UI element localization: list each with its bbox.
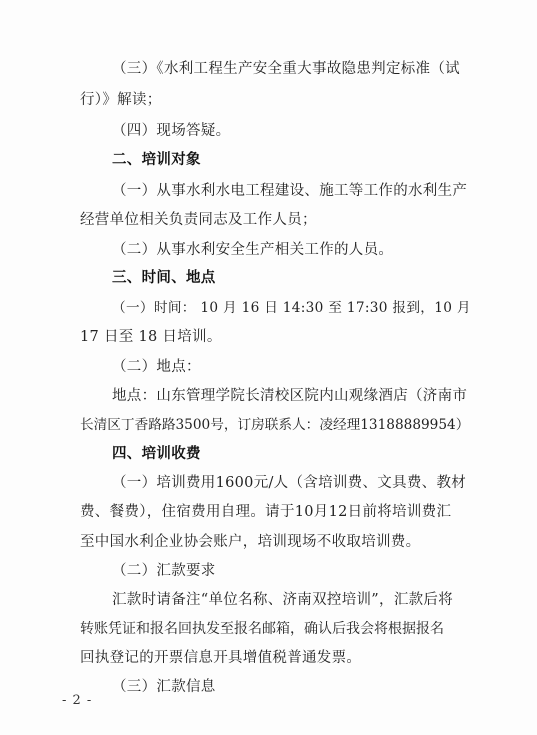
body-text-line: （一）从事水利水电工程建设、施工等工作的水利生产 <box>112 183 468 199</box>
section-heading-audience: 二、培训对象 <box>112 152 201 168</box>
body-text-line: 回执登记的开票信息开具增值税普通发票。 <box>80 650 362 666</box>
body-text-line: 经营单位相关负责同志及工作人员； <box>80 212 317 228</box>
body-text-line: （三）汇款信息 <box>112 679 216 695</box>
body-text-line: 行）》解读； <box>80 92 162 108</box>
body-text-line: （三）《水利工程生产安全重大事故隐患判定标准（试 <box>112 61 460 77</box>
body-text-line: 17 日至 18 日培训。 <box>80 329 222 345</box>
body-text-line: 汇款时请备注“单位名称、济南双控培训”，汇款后将 <box>112 592 454 608</box>
body-text-line: （一）时间： 10 月 16 日 14:30 至 17:30 报到，10 月 <box>112 300 471 316</box>
body-text-line: 转账凭证和报名回执发至报名邮箱，确认后我会将根据报名 <box>80 621 444 637</box>
body-text-line: （二）从事水利安全生产相关工作的人员。 <box>112 242 394 258</box>
body-text-line: 地点：山东管理学院长清校区院内山观缘酒店（济南市 <box>112 388 468 404</box>
section-heading-time-place: 三、时间、地点 <box>112 270 216 286</box>
body-text-line: （二）地点： <box>112 359 201 375</box>
body-text-line: 费、餐费），住宿费用自理。请于10月12日前将培训费汇 <box>80 504 452 520</box>
body-text-line: （二）汇款要求 <box>112 563 216 579</box>
body-text-line: 至中国水利企业协会账户，培训现场不收取培训费。 <box>80 534 421 550</box>
page-number: - 2 - <box>62 693 93 708</box>
body-text-line: （四）现场答疑。 <box>112 123 231 139</box>
section-heading-fees: 四、培训收费 <box>112 446 201 462</box>
body-text-line: （一）培训费用1600元/人（含培训费、文具费、教材 <box>112 475 467 491</box>
body-text-line: 长清区丁香路路3500号，订房联系人：凌经理13188889954） <box>80 417 470 433</box>
